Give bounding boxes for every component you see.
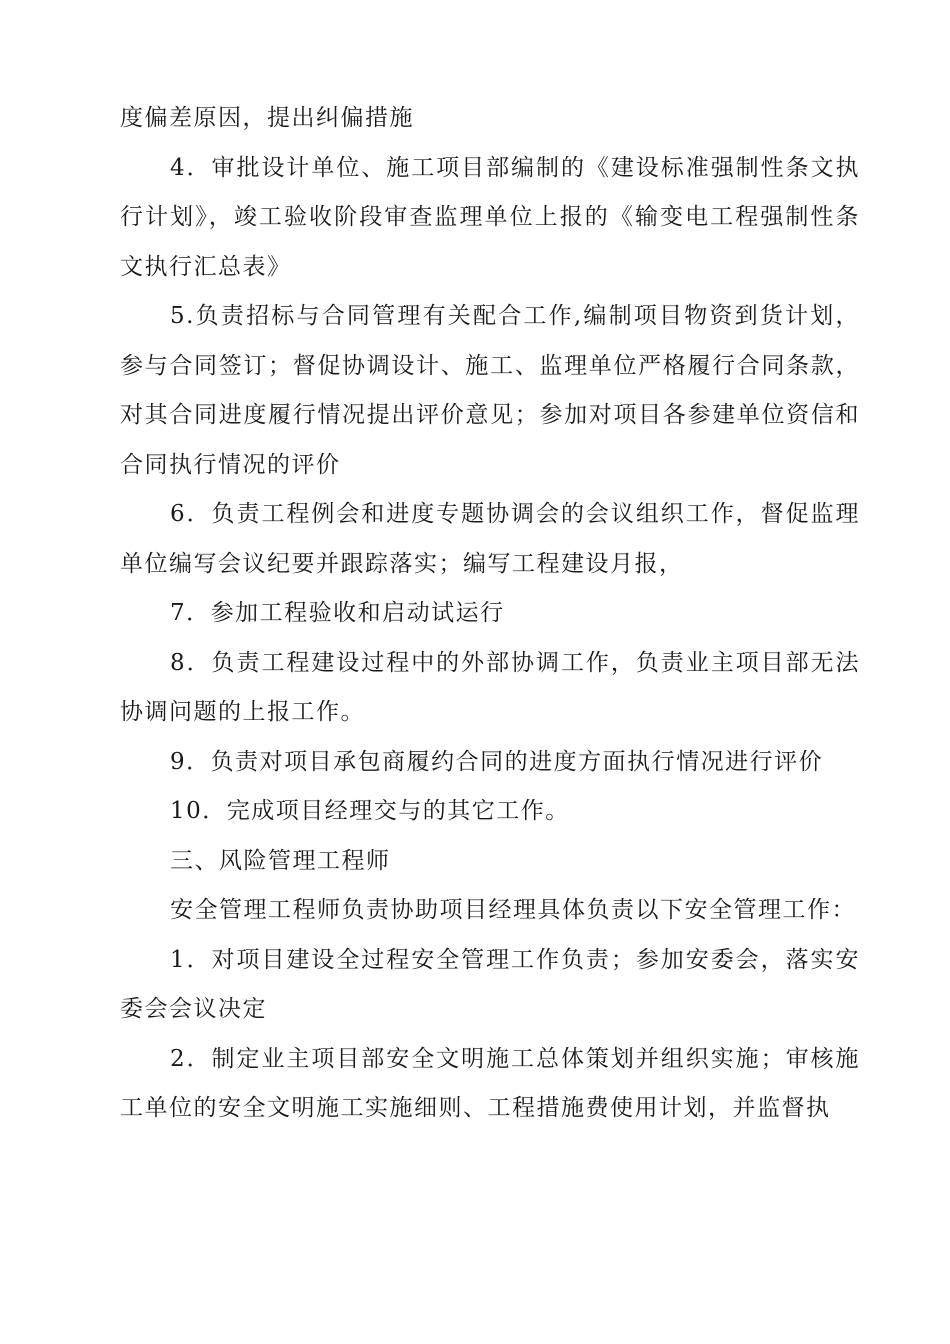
paragraph-item-8: 8．负责工程建设过程中的外部协调工作，负责业主项目部无法协调问题的上报工作。	[120, 649, 860, 725]
section-intro: 安全管理工程师负责协助项目经理具体负责以下安全管理工作：	[170, 897, 856, 923]
paragraph-safety-item-2: 2．制定业主项目部安全文明施工总体策划并组织实施；审核施工单位的安全文明施工实施细则、工程措施费使用计划，并监督执	[120, 1045, 860, 1121]
paragraph-continuation: 度偏差原因，提出纠偏措施	[120, 105, 414, 131]
paragraph-safety-item-1: 1．对项目建设全过程安全管理工作负责；参加安委会，落实安委会会议决定	[120, 946, 860, 1022]
paragraph-item-9: 9．负责对项目承包商履约合同的进度方面执行情况进行评价	[170, 748, 824, 775]
paragraph-item-5: 5.负责招标与合同管理有关配合工作,编制项目物资到货计划，参与合同签订；督促协调设计、施工、监理单位严格履行合同条款，对其合同进度履行情况提出评价意见；参加对项目各参建单位资信和合同执行情况的评价	[120, 303, 860, 478]
paragraph-item-7: 7．参加工程验收和启动试运行	[170, 600, 505, 626]
section-heading: 三、风险管理工程师	[170, 847, 391, 874]
document-body	[120, 94, 860, 1134]
paragraph-item-4: 4．审批设计单位、施工项目部编制的《建设标准强制性条文执行计划》，竣工验收阶段审查监理单位上报的《输变电工程强制性条文执行汇总表》	[120, 154, 860, 280]
paragraph-item-6: 6．负责工程例会和进度专题协调会的会议组织工作，督促监理单位编写会议纪要并跟踪落实；编写工程建设月报，	[120, 501, 860, 577]
paragraph-item-10: 10．完成项目经理交与的其它工作。	[170, 798, 570, 824]
